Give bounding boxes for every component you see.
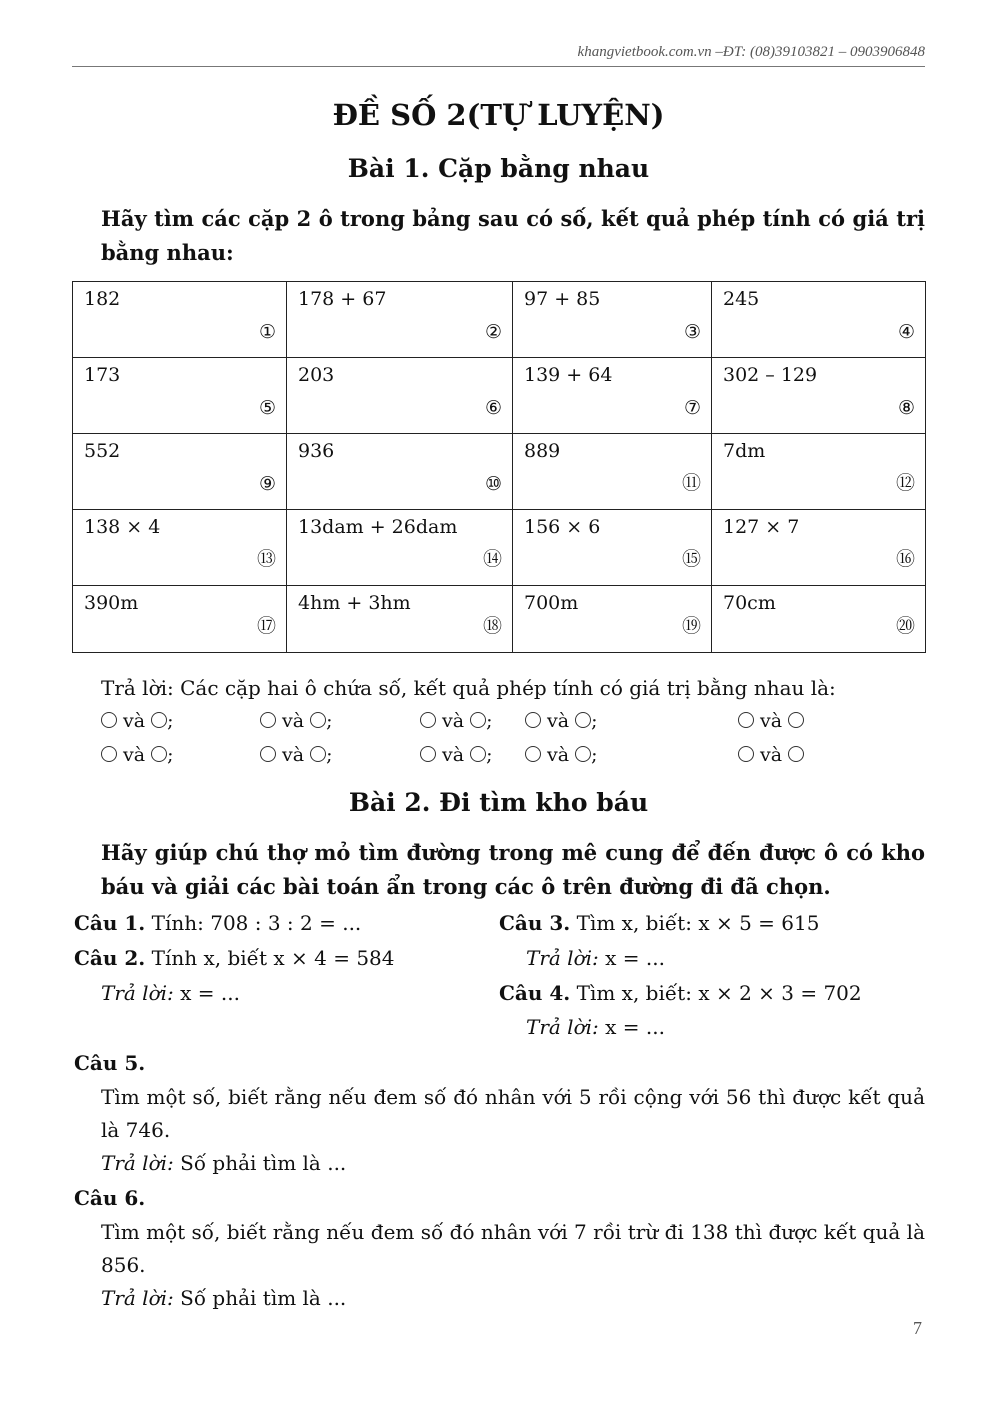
- cau2: Câu 2. Tính x, biết x × 4 = 584: [74, 946, 395, 970]
- page-header: khangvietbook.com.vn –ĐT: (08)39103821 – 0903906848: [577, 44, 925, 60]
- blank-circle[interactable]: [470, 746, 486, 762]
- blank-circle[interactable]: [738, 712, 754, 728]
- cau3: Câu 3. Tìm x, biết: x × 5 = 615: [499, 911, 820, 935]
- cau4-answer: Trả lời: x = ...: [526, 1015, 665, 1039]
- table-cell: [73, 282, 287, 358]
- table-cell: [712, 510, 926, 586]
- table-row: [73, 586, 926, 653]
- cau3-answer: Trả lời: x = ...: [526, 946, 665, 970]
- cell-number: ⑫: [895, 472, 915, 494]
- table-cell: [513, 434, 712, 510]
- pair-separator: ;: [591, 710, 598, 732]
- answer-pair-blank[interactable]: [101, 710, 174, 732]
- bai2-title: Bài 2. Đi tìm kho báu: [348, 788, 649, 817]
- table-cell: [712, 434, 926, 510]
- pair-separator: ;: [326, 710, 333, 732]
- cell-number: ⑱: [482, 615, 502, 637]
- page-number: 7: [913, 1318, 922, 1338]
- pair-word: và: [547, 710, 570, 732]
- table-cell: [287, 358, 513, 434]
- cell-value: 13dam + 26dam: [298, 516, 458, 538]
- table-cell: [287, 510, 513, 586]
- table-cell: [73, 358, 287, 434]
- pair-separator: ;: [326, 744, 333, 766]
- blank-circle[interactable]: [525, 746, 541, 762]
- answer-pair-blank[interactable]: [525, 744, 598, 766]
- cell-number: ⑨: [258, 473, 276, 495]
- header-divider: [72, 66, 925, 67]
- pair-word: và: [282, 744, 305, 766]
- cell-number: ⑪: [681, 472, 701, 494]
- cell-number: ⑦: [683, 397, 701, 419]
- exam-title: ĐỀ SỐ 2(TỰ LUYỆN): [332, 98, 665, 132]
- cell-number: ⑲: [681, 615, 701, 637]
- pair-word: và: [442, 744, 465, 766]
- blank-circle[interactable]: [575, 712, 591, 728]
- cell-value: 203: [298, 364, 335, 386]
- cell-value: 4hm + 3hm: [298, 592, 411, 614]
- blank-circle[interactable]: [101, 712, 117, 728]
- blank-circle[interactable]: [151, 712, 167, 728]
- table-cell: [287, 434, 513, 510]
- blank-circle[interactable]: [420, 712, 436, 728]
- blank-circle[interactable]: [151, 746, 167, 762]
- pair-separator: ;: [591, 744, 598, 766]
- pair-word: và: [123, 744, 146, 766]
- cell-value: 390m: [84, 592, 139, 614]
- cell-number: ①: [258, 321, 276, 343]
- cell-value: 156 × 6: [524, 516, 601, 538]
- cell-number: ③: [683, 321, 701, 343]
- table-row: [73, 510, 926, 586]
- pair-word: và: [282, 710, 305, 732]
- table-cell: [513, 358, 712, 434]
- pair-separator: ;: [167, 710, 174, 732]
- table-cell: [73, 434, 287, 510]
- table-cell: [712, 282, 926, 358]
- cell-number: ⑮: [681, 548, 701, 570]
- table-cell: [73, 510, 287, 586]
- table-cell: [73, 586, 287, 653]
- cell-value: 889: [524, 440, 561, 462]
- blank-circle[interactable]: [260, 712, 276, 728]
- cell-number: ⑩: [484, 473, 502, 495]
- answer-pair-blank[interactable]: [420, 744, 493, 766]
- cau2-answer: Trả lời: x = ...: [101, 981, 240, 1005]
- cell-value: 139 + 64: [524, 364, 613, 386]
- cell-value: 245: [723, 288, 760, 310]
- cell-value: 182: [84, 288, 121, 310]
- cau6-answer: Trả lời: Số phải tìm là ...: [101, 1286, 347, 1310]
- cell-number: ②: [484, 321, 502, 343]
- cell-number: ⑧: [897, 397, 915, 419]
- pair-table: [72, 281, 926, 653]
- cell-value: 178 + 67: [298, 288, 387, 310]
- table-cell: [287, 586, 513, 653]
- answer-pair-blank[interactable]: [420, 710, 493, 732]
- blank-circle[interactable]: [310, 712, 326, 728]
- blank-circle[interactable]: [788, 746, 804, 762]
- table-cell: [513, 282, 712, 358]
- bai1-instruction: Hãy tìm các cặp 2 ô trong bảng sau có số, kết quả phép tính có giá trị bằng nhau:: [101, 206, 925, 265]
- table-cell: [287, 282, 513, 358]
- blank-circle[interactable]: [260, 746, 276, 762]
- cau6-label: Câu 6.: [74, 1186, 146, 1210]
- cau1: Câu 1. Tính: 708 : 3 : 2 = ...: [74, 911, 362, 935]
- answer-pair-blank[interactable]: [525, 710, 598, 732]
- answer-pair-blank[interactable]: [101, 744, 174, 766]
- table-cell: [513, 510, 712, 586]
- cell-value: 936: [298, 440, 335, 462]
- blank-circle[interactable]: [525, 712, 541, 728]
- blank-circle[interactable]: [738, 746, 754, 762]
- cell-value: 173: [84, 364, 121, 386]
- pair-word: và: [547, 744, 570, 766]
- pair-word: và: [760, 710, 783, 732]
- bai1-answer-label: Trả lời: Các cặp hai ô chứa số, kết quả phép tính có giá trị bằng nhau là:: [101, 676, 836, 700]
- answer-pair-blank[interactable]: [738, 744, 804, 766]
- answer-pair-blank[interactable]: [260, 710, 333, 732]
- table-row: [73, 434, 926, 510]
- cell-number: ④: [897, 321, 915, 343]
- cell-value: 70cm: [723, 592, 776, 614]
- pair-word: và: [442, 710, 465, 732]
- blank-circle[interactable]: [470, 712, 486, 728]
- cau6-text: Tìm một số, biết rằng nếu đem số đó nhân với 7 rồi trừ đi 138 thì được kết quả là 856.: [101, 1220, 925, 1277]
- table-row: [73, 282, 926, 358]
- cell-value: 97 + 85: [524, 288, 601, 310]
- cell-value: 138 × 4: [84, 516, 161, 538]
- cell-value: 552: [84, 440, 121, 462]
- cell-value: 302 – 129: [723, 364, 818, 386]
- table-cell: [712, 358, 926, 434]
- cell-number: ⑭: [482, 548, 502, 570]
- cau4: Câu 4. Tìm x, biết: x × 2 × 3 = 702: [499, 981, 862, 1005]
- answer-pair-blank[interactable]: [738, 710, 804, 732]
- cau5-answer: Trả lời: Số phải tìm là ...: [101, 1151, 347, 1175]
- cell-number: ⑳: [895, 615, 915, 637]
- cell-value: 7dm: [723, 440, 766, 462]
- cell-value: 700m: [524, 592, 579, 614]
- cau5-label: Câu 5.: [74, 1051, 146, 1075]
- pair-word: và: [123, 710, 146, 732]
- table-row: [73, 358, 926, 434]
- answer-pair-blank[interactable]: [260, 744, 333, 766]
- blank-circle[interactable]: [575, 746, 591, 762]
- blank-circle[interactable]: [420, 746, 436, 762]
- cell-number: ⑥: [484, 397, 502, 419]
- blank-circle[interactable]: [788, 712, 804, 728]
- table-cell: [712, 586, 926, 653]
- blank-circle[interactable]: [310, 746, 326, 762]
- bai2-instruction: Hãy giúp chú thợ mỏ tìm đường trong mê cung để đến được ô có kho báu và giải các bài toán ẩn trong các ô trên đường đi đã chọn.: [101, 840, 925, 899]
- bai1-title: Bài 1. Cặp bằng nhau: [347, 154, 650, 183]
- pair-separator: ;: [486, 744, 493, 766]
- table-cell: [513, 586, 712, 653]
- pair-word: và: [760, 744, 783, 766]
- cell-number: ⑯: [895, 548, 915, 570]
- cell-number: ⑤: [258, 397, 276, 419]
- cell-number: ⑰: [256, 615, 276, 637]
- pair-separator: ;: [486, 710, 493, 732]
- cau5-text: Tìm một số, biết rằng nếu đem số đó nhân với 5 rồi cộng với 56 thì được kết quả là 746.: [101, 1085, 925, 1142]
- cell-number: ⑬: [256, 548, 276, 570]
- cell-value: 127 × 7: [723, 516, 800, 538]
- blank-circle[interactable]: [101, 746, 117, 762]
- pair-separator: ;: [167, 744, 174, 766]
